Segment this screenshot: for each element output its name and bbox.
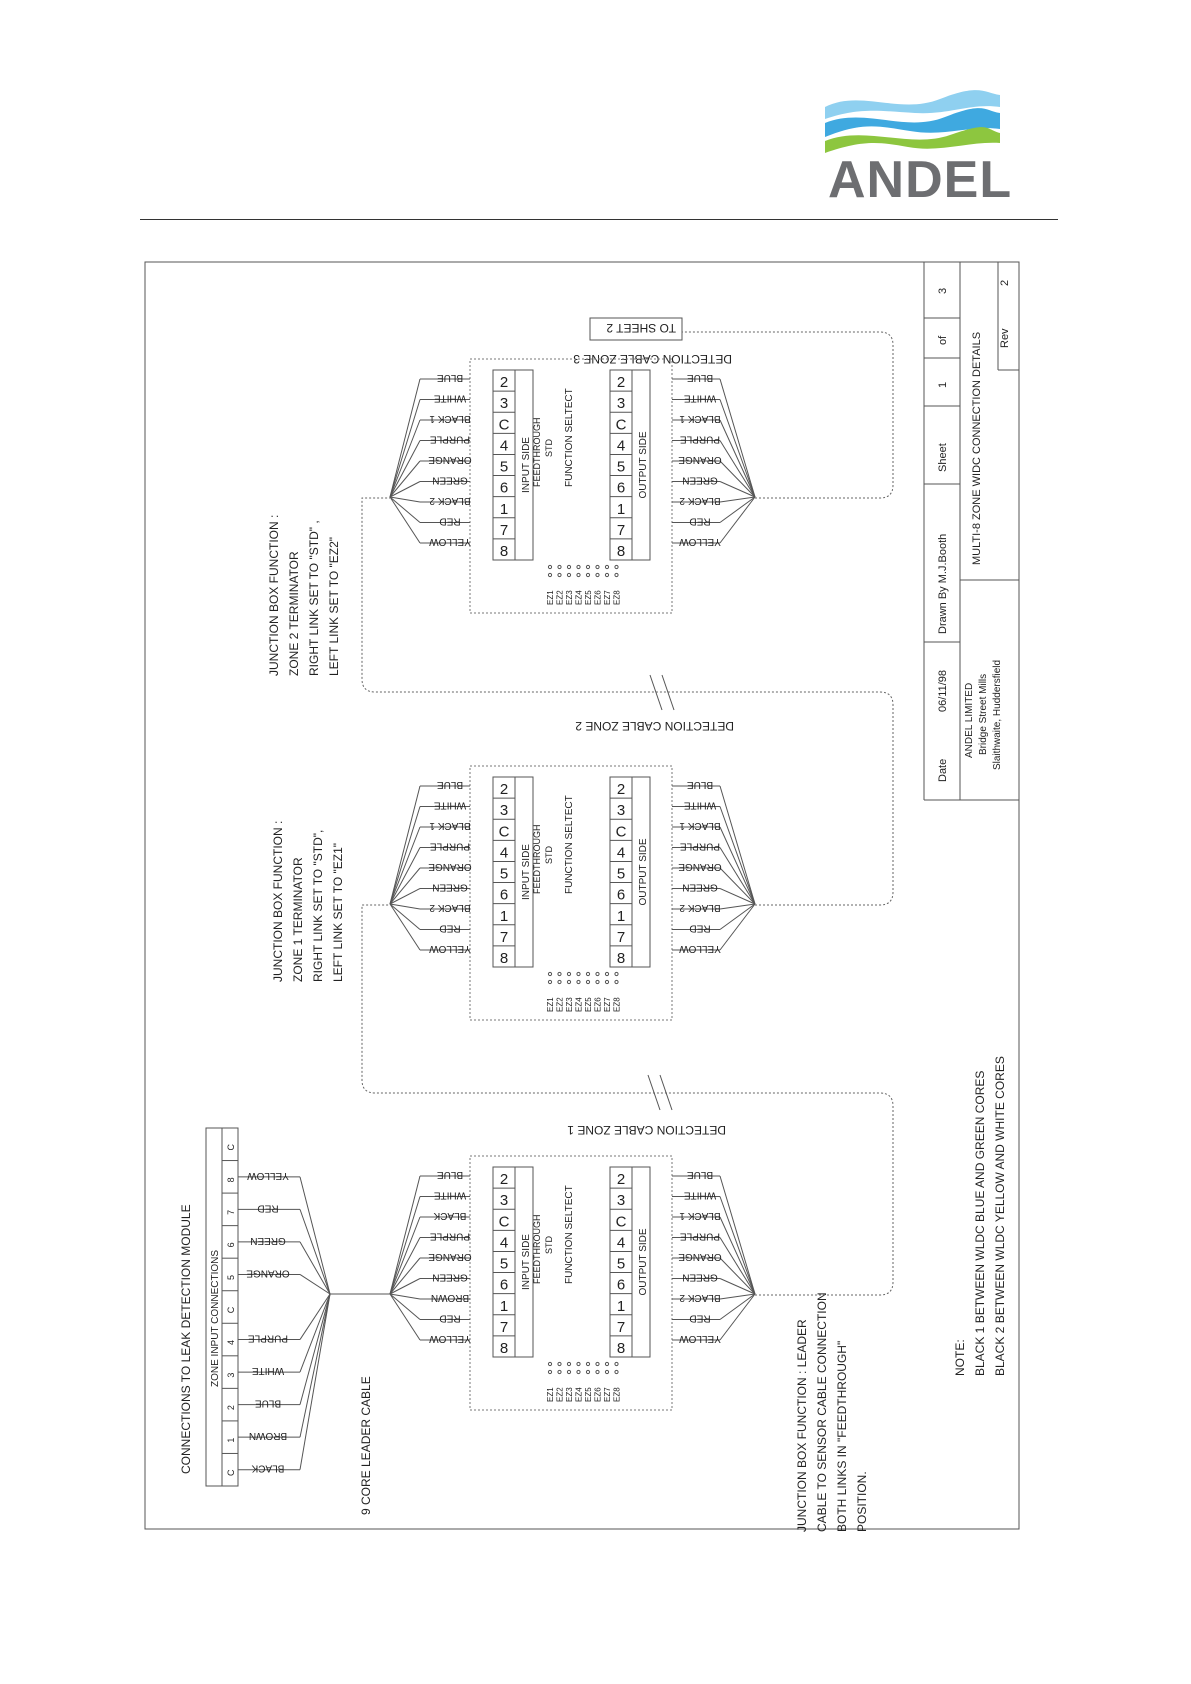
input-pin-label: 1 [499,500,509,518]
input-pin-label: C [498,1213,510,1231]
module-wire-label: PURPLE [247,1332,289,1344]
ez-pin [567,972,570,975]
junction-zone1-line-4: LEFT LINK SET TO "EZ1" [331,842,345,982]
input-side-label: INPUT SIDE [521,437,532,493]
junction-zone1-line-1: JUNCTION BOX FUNCTION : [271,820,285,982]
output-pin-label: 2 [616,781,626,799]
module-wire-label: BLACK [251,1462,285,1474]
module-terminal-label: C [226,1469,236,1476]
input-wire-label: PURPLE [429,840,471,852]
output-wire-label: PURPLE [679,840,721,852]
input-pin-label: 6 [499,479,509,497]
output-wire-label: BLACK 2 [679,902,721,913]
ez-pin [596,1370,599,1373]
ez-pin [548,980,551,983]
ez-pin [558,980,561,983]
input-pin-label: 5 [499,1255,509,1273]
ez-pin [577,980,580,983]
ez-label: EZ4 [574,997,584,1012]
output-wire-label: GREEN [682,474,718,486]
junction-box-zone2 [390,359,755,613]
input-pin-label: 1 [499,1297,509,1315]
sheet-value: 1 [937,381,949,388]
ez-pin [596,573,599,576]
output-pin-label: 6 [616,886,626,904]
ez-label: EZ6 [593,590,603,605]
module-wire-fan-line [300,1294,330,1470]
input-pin-label: 8 [499,1340,509,1357]
ez-pin [586,980,589,983]
ez-pin [548,565,551,568]
std-label: STD [544,846,554,864]
to-sheet-label: TO SHEET 2 [606,321,676,335]
output-pin-label: 8 [616,1340,626,1357]
ez-label: EZ5 [584,590,593,605]
input-wire-label: WHITE [433,1189,467,1201]
input-wire-label: BLUE [436,1169,464,1180]
ez-pin [586,972,589,975]
function-select-label: FUNCTION SELTECT [564,388,575,487]
output-wire-label: YELLOW [679,1333,721,1344]
input-wire-label: BLACK 1 [429,820,471,831]
ez-pin [615,1370,618,1373]
module-wire-fan-line [300,1294,330,1437]
function-select-label: FUNCTION SELTECT [564,1185,575,1284]
ez-label: EZ1 [546,1387,555,1402]
output-pin-label: C [615,416,627,434]
input-side-label: INPUT SIDE [521,1234,532,1290]
input-wire-label: YELLOW [429,943,471,954]
input-wire-label: GREEN [432,1271,468,1283]
module-terminal-label: 5 [226,1274,236,1280]
junction-leader-line-3: BOTH LINKS IN "FEEDTHROUGH" [835,1340,849,1532]
output-wire-label: ORANGE [678,861,722,872]
leader-cable-label: 9 CORE LEADER CABLE [359,1376,373,1515]
input-wire-fan [390,904,420,950]
feedthrough-label: FEEDTHROUGH [532,1214,542,1284]
junction-zone1-line-3: RIGHT LINK SET TO "STD", [311,829,325,982]
input-wire-fan [390,1294,420,1340]
output-pin-label: 6 [616,1276,626,1294]
input-pin-label: 8 [499,543,509,560]
cable-zone1-label: DETECTION CABLE ZONE 1 [567,1123,726,1137]
input-wire-label: ORANGE [428,454,472,465]
cable-zone2-label: DETECTION CABLE ZONE 2 [575,719,734,733]
ez-pin [596,980,599,983]
ez-label: EZ8 [612,1387,622,1402]
input-pin-label: 5 [499,865,509,883]
output-wire-label: GREEN [682,881,718,893]
output-wire-label: BLACK 2 [679,495,721,506]
output-pin-label: 1 [616,1297,626,1315]
ez-pin [558,1362,561,1365]
module-terminal-label: C [226,1306,236,1314]
cable-zone3-label: DETECTION CABLE ZONE 3 [573,352,732,366]
output-wire-label: BLACK 1 [679,413,721,424]
junction-zone2-line-3: RIGHT LINK SET TO "STD" , [307,520,321,676]
input-wire-label: BLACK 2 [429,902,471,913]
input-wire-label: YELLOW [429,1333,471,1344]
output-pin-label: 4 [616,844,626,862]
input-pin-label: 6 [499,1276,509,1294]
output-side-label: OUTPUT SIDE [638,1228,649,1296]
ez-label: EZ2 [555,1387,565,1402]
date-value: 06/11/98 [937,669,949,712]
module-wire-label: WHITE [251,1365,285,1377]
output-wire-fan [720,497,755,543]
ez-label: EZ5 [584,1387,593,1402]
module-terminal-label: 1 [226,1437,236,1443]
output-pin-label: 7 [616,521,626,539]
ez-pin [577,565,580,568]
input-wire-label: GREEN [432,881,468,893]
input-side-label: INPUT SIDE [521,844,532,900]
junction-zone2-line-1: JUNCTION BOX FUNCTION : [267,514,281,676]
module-wire-label: BROWN [248,1430,288,1442]
module-terminal-label: 2 [226,1405,236,1411]
note-line-1: BLACK 1 BETWEEN WLDC BLUE AND GREEN CORES [973,1070,987,1376]
input-wire-label: WHITE [433,799,467,811]
ez-pin [615,972,618,975]
junction-box-zone1 [390,766,755,1020]
ez-pin [577,573,580,576]
ez-label: EZ2 [555,590,565,605]
ez-label: EZ2 [555,997,565,1012]
company-address-1: Bridge Street Mills [978,673,989,755]
ez-label: EZ3 [565,997,574,1012]
input-wire-fan [390,1217,420,1294]
input-pin-label: 3 [499,1192,509,1210]
ez-pin [596,1362,599,1365]
note-line-2: BLACK 2 BETWEEN WLDC YELLOW AND WHITE CORES [993,1056,1007,1376]
output-wire-fan [720,420,755,497]
ez-pin [586,1362,589,1365]
input-wire-label: BLUE [436,779,464,790]
module-terminal-label: C [226,1144,236,1151]
module-wire-fan-line [300,1177,330,1294]
ez-pin [567,1370,570,1373]
ez-pin [577,1362,580,1365]
input-pin-label: 8 [499,950,509,967]
junction-box-leader [390,1156,755,1410]
input-wire-label: RED [439,1312,461,1324]
ez-pin [596,972,599,975]
junction-leader-line-4: POSITION. [855,1471,869,1532]
module-terminals [222,1128,238,1476]
input-pin-label: 1 [499,907,509,925]
input-pin-label: 4 [499,437,509,455]
output-wire-label: BLACK 1 [679,1210,721,1221]
output-wire-label: RED [689,515,711,527]
output-wire-fan [720,827,755,904]
ez-pin [567,980,570,983]
module-terminal-label: 8 [226,1177,236,1183]
output-pin-label: 2 [616,374,626,392]
input-pin-label: 6 [499,886,509,904]
rev-label: Rev [999,328,1011,348]
output-wire-label: ORANGE [678,1251,722,1262]
output-pin-label: 3 [616,395,626,413]
output-wire-label: YELLOW [679,943,721,954]
junction-zone2-line-4: LEFT LINK SET TO "EZ2" [327,536,341,676]
module-wire-label: GREEN [250,1234,286,1246]
andel-logo-text: ANDEL [828,151,1013,209]
output-wire-label: YELLOW [679,536,721,547]
module-wire-fan-line [300,1209,330,1294]
company-name: ANDEL LIMITED [964,682,975,758]
input-wire-label: PURPLE [429,1230,471,1242]
output-pin-label: 7 [616,928,626,946]
module-wire-label: RED [257,1202,279,1214]
output-wire-label: RED [689,1312,711,1324]
ez-pin [558,573,561,576]
ez-label: EZ4 [574,590,584,605]
ez-label: EZ5 [584,997,593,1012]
ez-pin [577,972,580,975]
output-pin-label: 2 [616,1171,626,1189]
input-pin-label: 4 [499,844,509,862]
junction-leader-line-1: JUNCTION BOX FUNCTION : LEADER [795,1319,809,1532]
of-value: 3 [937,287,949,294]
input-wire-label: WHITE [433,392,467,404]
input-wire-label: PURPLE [429,433,471,445]
of-label: of [937,335,949,345]
output-pin-label: 1 [616,500,626,518]
input-pin-label: 5 [499,458,509,476]
output-wire-label: WHITE [683,1189,717,1201]
ez-pin [615,565,618,568]
drawing-title: MULTI-8 ZONE WIDC CONNECTION DETAILS [971,331,983,565]
input-wire-label: BLACK 2 [429,495,471,506]
ez-pin [548,972,551,975]
date-label: Date [937,758,949,782]
output-wire-label: BLACK 2 [679,1292,721,1303]
ez-pin [596,565,599,568]
output-pin-label: 3 [616,802,626,820]
output-wire-label: BLUE [686,1169,714,1180]
company-address-2: Slaithwaite, Huddersfield [992,659,1003,770]
ez-pin [605,1362,608,1365]
input-pin-label: C [498,823,510,841]
module-subtitle: ZONE INPUT CONNECTIONS [210,1249,221,1387]
input-wire-label: BROWN [430,1292,470,1303]
ez-label: EZ7 [603,1387,612,1402]
module-terminal-label: 3 [226,1372,236,1378]
output-pin-label: 8 [616,950,626,967]
module-wire-fan-line [300,1242,330,1294]
input-pin-label: 2 [499,374,509,392]
output-wire-label: RED [689,922,711,934]
module-wire-fan-line [300,1294,330,1405]
output-pin-label: 6 [616,479,626,497]
output-pin-label: 8 [616,543,626,560]
ez-label: EZ8 [612,997,622,1012]
output-pin-label: 5 [616,458,626,476]
ez-label: EZ3 [565,590,574,605]
ez-pin [615,573,618,576]
ez-label: EZ6 [593,997,603,1012]
ez-pin [605,972,608,975]
ez-pin [558,565,561,568]
ez-label: EZ1 [546,997,555,1012]
input-pin-label: 3 [499,395,509,413]
ez-pin [567,573,570,576]
output-wire-fan [720,904,755,950]
output-wire-label: PURPLE [679,1230,721,1242]
std-label: STD [544,1236,554,1254]
ez-pin [605,1370,608,1373]
output-wire-fan [720,1217,755,1294]
input-wire-label: ORANGE [428,861,472,872]
input-wire-fan [390,827,420,904]
input-pin-label: 2 [499,781,509,799]
input-wire-fan [390,420,420,497]
ez-label: EZ6 [593,1387,603,1402]
module-title: CONNECTIONS TO LEAK DETECTION MODULE [179,1204,193,1474]
output-pin-label: 7 [616,1318,626,1336]
ez-pin [605,565,608,568]
input-pin-label: 7 [499,928,509,946]
output-wire-label: BLUE [686,779,714,790]
ez-pin [586,573,589,576]
output-pin-label: 5 [616,1255,626,1273]
input-pin-label: 7 [499,521,509,539]
input-wire-fan [390,497,420,543]
output-pin-label: 4 [616,1234,626,1252]
std-label: STD [544,439,554,457]
output-wire-label: BLUE [686,372,714,383]
input-pin-label: 3 [499,802,509,820]
feedthrough-label: FEEDTHROUGH [532,824,542,894]
ez-pin [567,1362,570,1365]
ez-pin [615,1362,618,1365]
ez-pin [605,573,608,576]
input-wire-label: YELLOW [429,536,471,547]
ez-label: EZ3 [565,1387,574,1402]
ez-pin [558,1370,561,1373]
ez-label: EZ4 [574,1387,584,1402]
ez-label: EZ7 [603,997,612,1012]
module-wire-label: ORANGE [246,1267,290,1279]
module-wire-label: YELLOW [247,1169,289,1181]
input-wire-label: GREEN [432,474,468,486]
output-wire-label: GREEN [682,1271,718,1283]
output-pin-label: 5 [616,865,626,883]
input-wire-label: BLACK 1 [429,413,471,424]
input-wire-label: BLACK [433,1210,467,1221]
junction-leader-line-2: CABLE TO SENSOR CABLE CONNECTION [815,1292,829,1532]
output-wire-fan [720,1294,755,1340]
module-wire-label: BLUE [254,1397,282,1409]
ez-label: EZ8 [612,590,622,605]
ez-label: EZ7 [603,590,612,605]
input-pin-label: 4 [499,1234,509,1252]
ez-pin [548,1370,551,1373]
junction-zone1-line-2: ZONE 1 TERMINATOR [291,857,305,982]
output-pin-label: C [615,1213,627,1231]
junction-zone2-line-2: ZONE 2 TERMINATOR [287,551,301,676]
module-terminal-label: 7 [226,1209,236,1215]
output-wire-label: WHITE [683,392,717,404]
input-pin-label: C [498,416,510,434]
feedthrough-label: FEEDTHROUGH [532,417,542,487]
output-pin-label: 4 [616,437,626,455]
ez-pin [615,980,618,983]
output-wire-label: BLACK 1 [679,820,721,831]
input-pin-label: 2 [499,1171,509,1189]
input-wire-label: ORANGE [428,1251,472,1262]
ez-label: EZ1 [546,590,555,605]
sheet-label: Sheet [937,443,949,472]
ez-pin [548,573,551,576]
ez-pin [577,1370,580,1373]
ez-pin [586,1370,589,1373]
input-wire-label: RED [439,922,461,934]
ez-pin [558,972,561,975]
ez-pin [567,565,570,568]
module-terminal-label: 6 [226,1242,236,1248]
note-heading: NOTE: [953,1339,967,1376]
cable-break-marks [648,675,674,1110]
ez-pin [548,1362,551,1365]
input-pin-label: 7 [499,1318,509,1336]
drawn-by: Drawn By M.J.Booth [937,533,949,634]
output-side-label: OUTPUT SIDE [638,838,649,906]
output-pin-label: 1 [616,907,626,925]
function-select-label: FUNCTION SELTECT [564,795,575,894]
ez-pin [586,565,589,568]
input-wire-label: BLUE [436,372,464,383]
output-pin-label: 3 [616,1192,626,1210]
output-pin-label: C [615,823,627,841]
rev-value: 2 [999,279,1011,286]
output-wire-label: ORANGE [678,454,722,465]
output-side-label: OUTPUT SIDE [638,431,649,499]
output-wire-label: PURPLE [679,433,721,445]
ez-pin [605,980,608,983]
module-terminal-label: 4 [226,1340,236,1346]
input-wire-label: RED [439,515,461,527]
output-wire-label: WHITE [683,799,717,811]
